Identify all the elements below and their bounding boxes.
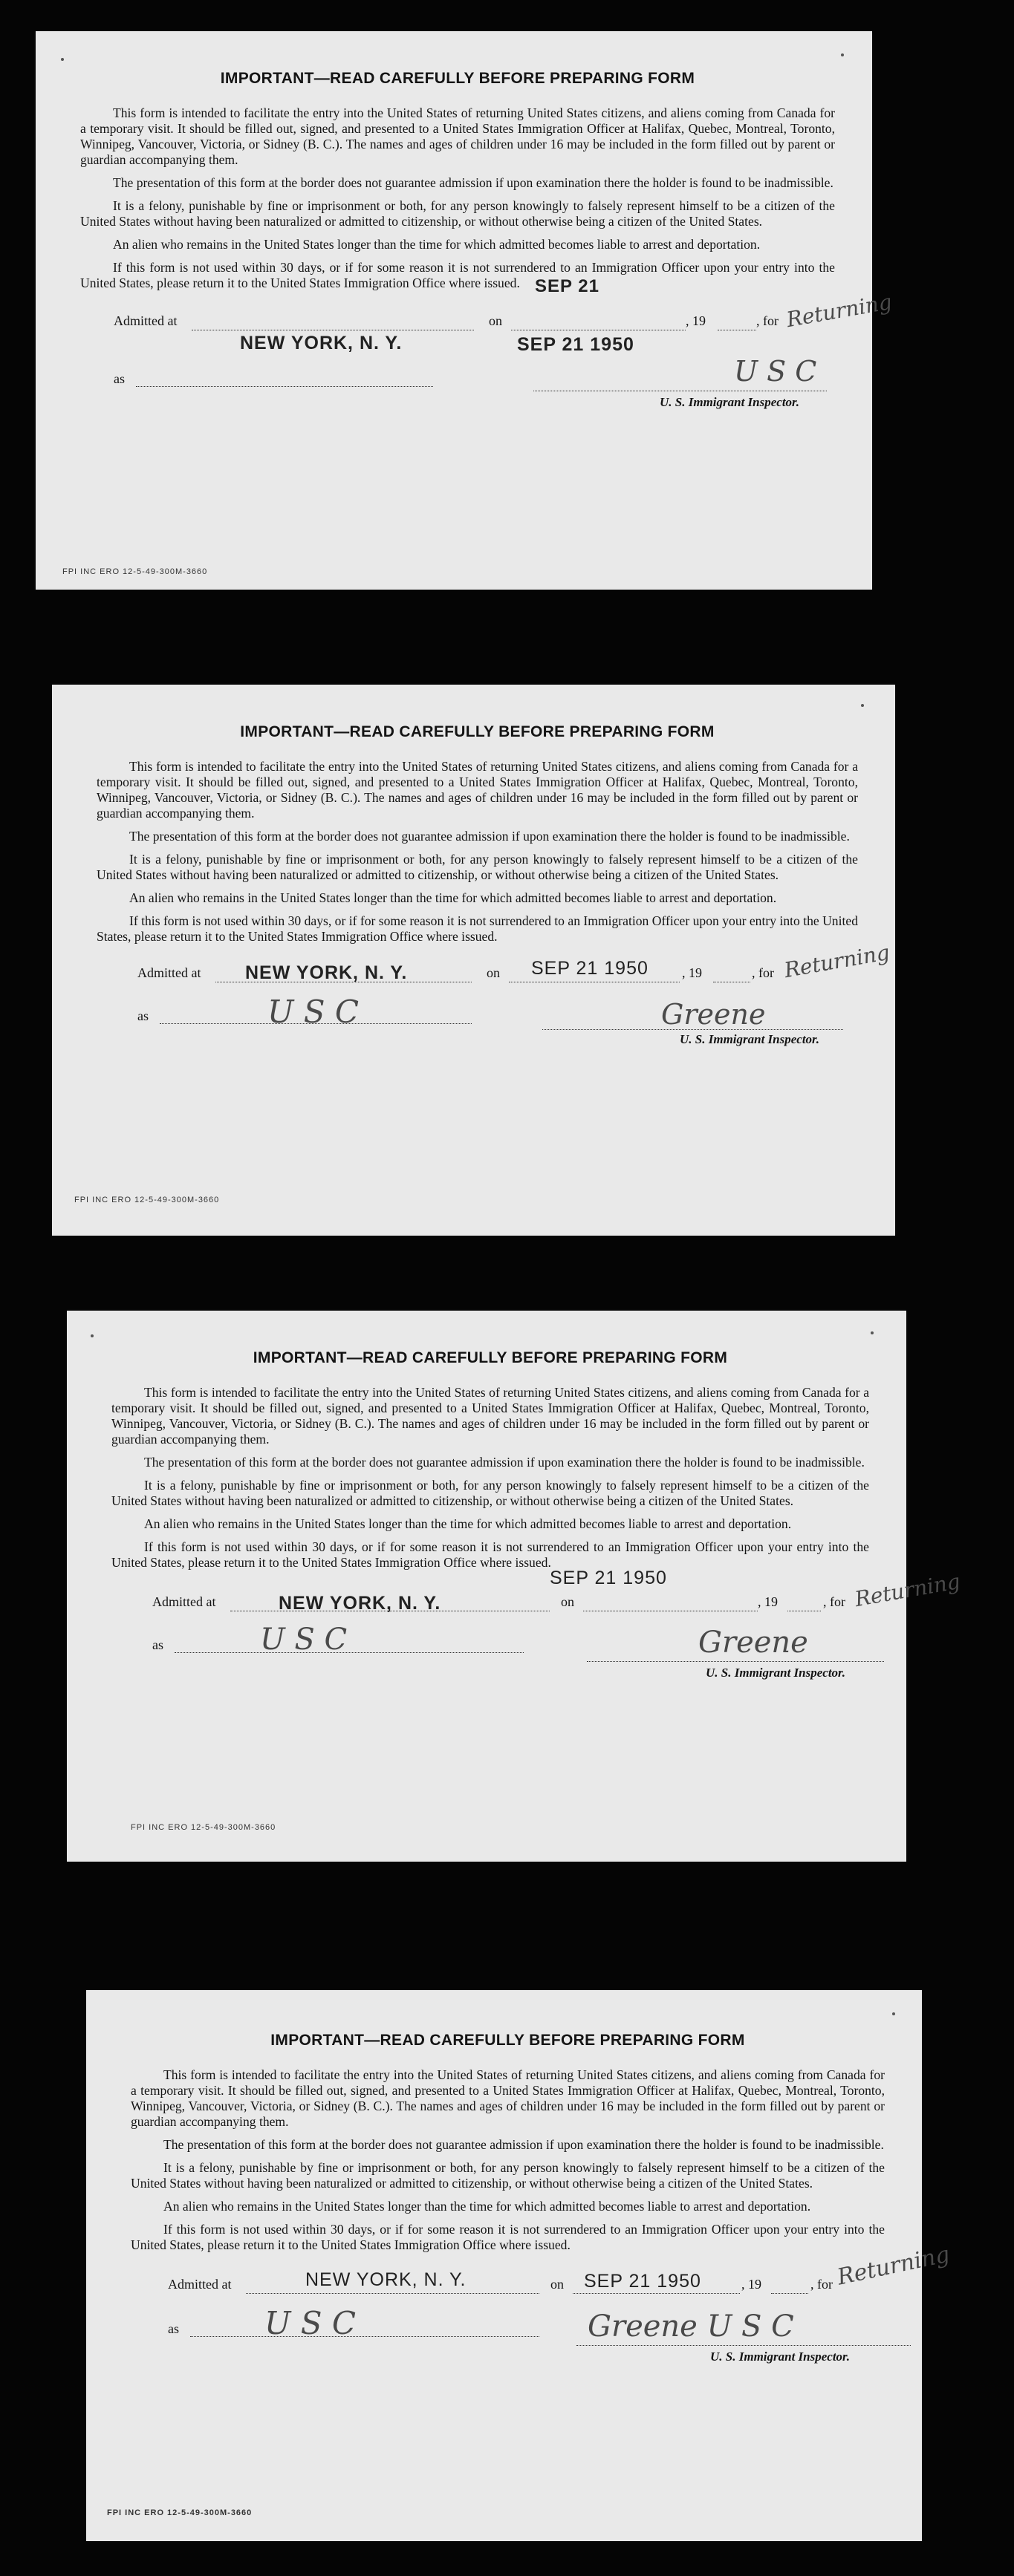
purpose-handwriting: Returning — [782, 939, 892, 983]
as-line — [136, 386, 433, 387]
paragraph-no-guarantee: The presentation of this form at the border does not guarantee admission if upon examination there the holder is found to be inadmissible. — [113, 175, 833, 190]
admitted-at-line — [246, 2293, 539, 2294]
place-stamp: NEW YORK, N. Y. — [240, 333, 403, 353]
year-label: , 19 — [682, 965, 702, 980]
form-code: FPI INC ERO 12-5-49-300M-3660 — [131, 1823, 276, 1832]
purpose-handwriting: Returning — [835, 2241, 952, 2291]
signature-line — [587, 1661, 884, 1662]
admission-fields — [80, 276, 894, 425]
paragraph-purpose: This form is intended to facilitate the entry into the United States of returning United States citizens, and aliens coming from Canada for a temporary visit. It should be filled out, signed, and presented to a United States Immigration Officer at Halifax, Quebec, Montreal, Toronto, Winnipeg, Vancouver, Victoria, or Sidney (B. C.). The names and ages of children under 16 may be included in the form filled out by parent or guardian accompanying them. — [111, 1385, 869, 1447]
admitted-at-label: Admitted at — [137, 965, 201, 980]
place-stamp: NEW YORK, N. Y. — [245, 962, 408, 983]
form-code: FPI INC ERO 12-5-49-300M-3660 — [74, 1196, 220, 1204]
admission-fields — [111, 1568, 963, 1704]
signature-line — [576, 2345, 911, 2346]
form-card-3 — [67, 1311, 963, 1862]
on-label: on — [487, 965, 500, 980]
place-stamp: NEW YORK, N. Y. — [305, 2269, 467, 2290]
paragraph-no-guarantee: The presentation of this form at the border does not guarantee admission if upon examination there the holder is found to be inadmissible. — [129, 829, 850, 844]
inspector-handwriting: U S C — [734, 355, 817, 388]
punch-mark — [91, 1334, 94, 1337]
inspector-signature: Greene — [698, 1626, 808, 1660]
punch-mark — [892, 2012, 895, 2015]
inspector-caption: U. S. Immigrant Inspector. — [660, 395, 799, 409]
for-label: , for — [756, 313, 779, 328]
paragraph-return: If this form is not used within 30 days, or if for some reason it is not surrendered to an Immigration Officer upon your entry into the United States, please return it to the United States Immigration Office where issued. — [97, 913, 858, 944]
admitted-at-label: Admitted at — [114, 313, 178, 328]
as-handwriting: U S C — [260, 1623, 348, 1657]
form-card-1 — [36, 31, 894, 590]
paragraph-felony: It is a felony, punishable by fine or imprisonment or both, for any person knowingly to falsely represent himself to be a citizen of the United States without having been naturalized or admitted to citizenship, or without otherwise being a citizen of the United States. — [97, 852, 858, 882]
date-stamp: SEP 21 1950 — [584, 2271, 701, 2292]
as-label: as — [114, 371, 125, 386]
on-label: on — [550, 2277, 564, 2292]
paragraph-felony: It is a felony, punishable by fine or imprisonment or both, for any person knowingly to falsely represent himself to be a citizen of the United States without having been naturalized or admitted to citizenship, or without otherwise being a citizen of the United States. — [111, 1478, 869, 1508]
paragraph-felony: It is a felony, punishable by fine or imprisonment or both, for any person knowingly to falsely represent himself to be a citizen of the United States without having been naturalized or admitted to citizenship, or without otherwise being a citizen of the United States. — [80, 198, 835, 229]
inspector-signature: Greene U S C — [588, 2309, 794, 2344]
paragraph-return: If this form is not used within 30 days, or if for some reason it is not surrendered to an Immigration Officer upon your entry into the United States, please return it to the United States Immigration Office where issued. — [131, 2222, 885, 2252]
inspector-caption: U. S. Immigrant Inspector. — [706, 1666, 845, 1680]
on-label: on — [489, 313, 502, 328]
inspector-caption: U. S. Immigrant Inspector. — [710, 2350, 850, 2364]
as-label: as — [152, 1637, 163, 1652]
form-card-2 — [52, 685, 895, 1236]
date-stamp: SEP 21 1950 — [517, 334, 634, 355]
paragraph-purpose: This form is intended to facilitate the entry into the United States of returning United States citizens, and aliens coming from Canada for a temporary visit. It should be filled out, signed, and presented to a United States Immigration Officer at Halifax, Quebec, Montreal, Toronto, Winnipeg, Vancouver, Victoria, or Sidney (B. C.). The names and ages of children under 16 may be included in the form filled out by parent or guardian accompanying them. — [97, 759, 858, 821]
purpose-handwriting: Returning — [853, 1568, 963, 1612]
punch-mark — [871, 1331, 874, 1334]
as-line — [190, 2336, 539, 2337]
date-line — [573, 2293, 740, 2294]
date-stamp: SEP 21 1950 — [550, 1568, 667, 1588]
form-card-4 — [86, 1990, 952, 2541]
for-label: , for — [752, 965, 774, 980]
paragraph-deportation: An alien who remains in the United States longer than the time for which admitted becomes liable to arrest and deportation. — [144, 1516, 792, 1531]
year-label: , 19 — [758, 1594, 778, 1609]
for-label: , for — [810, 2277, 833, 2292]
admission-fields — [131, 2241, 952, 2387]
punch-mark — [861, 704, 864, 707]
paragraph-return: If this form is not used within 30 days, or if for some reason it is not surrendered to an Immigration Officer upon your entry into the United States, please return it to the United States Immigration Office where issued. — [111, 1539, 869, 1570]
punch-mark — [61, 58, 64, 61]
admitted-at-label: Admitted at — [152, 1594, 216, 1609]
year-label: , 19 — [686, 313, 706, 328]
punch-mark — [841, 53, 844, 56]
as-label: as — [168, 2321, 179, 2336]
form-heading: IMPORTANT—READ CAREFULLY BEFORE PREPARING FORM — [270, 2032, 745, 2049]
paragraph-deportation: An alien who remains in the United States longer than the time for which admitted becomes liable to arrest and deportation. — [163, 2199, 811, 2214]
paragraph-felony: It is a felony, punishable by fine or imprisonment or both, for any person knowingly to falsely represent himself to be a citizen of the United States without having been naturalized or admitted to citizenship, or without otherwise being a citizen of the United States. — [131, 2160, 885, 2191]
form-heading: IMPORTANT—READ CAREFULLY BEFORE PREPARING FORM — [220, 70, 695, 87]
for-label: , for — [823, 1594, 845, 1609]
inspector-signature: Greene — [661, 998, 766, 1031]
paragraph-deportation: An alien who remains in the United States longer than the time for which admitted becomes liable to arrest and deportation. — [129, 890, 777, 905]
admission-fields — [97, 939, 892, 1078]
paragraph-no-guarantee: The presentation of this form at the border does not guarantee admission if upon examination there the holder is found to be inadmissible. — [163, 2137, 884, 2152]
form-heading: IMPORTANT—READ CAREFULLY BEFORE PREPARING FORM — [253, 1349, 728, 1366]
paragraph-deportation: An alien who remains in the United States longer than the time for which admitted becomes liable to arrest and deportation. — [113, 237, 761, 252]
as-handwriting: U S C — [264, 2305, 357, 2341]
year-line — [771, 2293, 808, 2294]
paragraph-purpose: This form is intended to facilitate the entry into the United States of returning United States citizens, and aliens coming from Canada for a temporary visit. It should be filled out, signed, and presented to a United States Immigration Officer at Halifax, Quebec, Montreal, Toronto, Winnipeg, Vancouver, Victoria, or Sidney (B. C.). The names and ages of children under 16 may be included in the form filled out by parent or guardian accompanying them. — [131, 2067, 885, 2129]
form-code: FPI INC ERO 12-5-49-300M-3660 — [107, 2508, 253, 2517]
paragraph-no-guarantee: The presentation of this form at the border does not guarantee admission if upon examination there the holder is found to be inadmissible. — [144, 1455, 865, 1470]
on-label: on — [561, 1594, 574, 1609]
paragraph-return: If this form is not used within 30 days, or if for some reason it is not surrendered to an Immigration Officer upon your entry into the United States, please return it to the United States Immigration Office where issued. — [80, 260, 835, 290]
form-heading: IMPORTANT—READ CAREFULLY BEFORE PREPARING FORM — [240, 723, 715, 740]
as-line — [175, 1652, 524, 1653]
date-stamp: SEP 21 1950 — [531, 958, 649, 979]
paragraph-purpose: This form is intended to facilitate the entry into the United States of returning United States citizens, and aliens coming from Canada for a temporary visit. It should be filled out, signed, and presented to a United States Immigration Officer at Halifax, Quebec, Montreal, Toronto, Winnipeg, Vancouver, Victoria, or Sidney (B. C.). The names and ages of children under 16 may be included in the form filled out by parent or guardian accompanying them. — [80, 105, 835, 167]
as-label: as — [137, 1008, 149, 1023]
year-label: , 19 — [741, 2277, 761, 2292]
form-code: FPI INC ERO 12-5-49-300M-3660 — [62, 567, 208, 576]
purpose-handwriting: Returning — [784, 289, 894, 333]
inspector-caption: U. S. Immigrant Inspector. — [680, 1032, 819, 1046]
place-stamp: NEW YORK, N. Y. — [279, 1593, 441, 1614]
admitted-at-label: Admitted at — [168, 2277, 232, 2292]
as-handwriting: U S C — [267, 994, 360, 1030]
extra-date-stamp: SEP 21 — [535, 276, 599, 296]
